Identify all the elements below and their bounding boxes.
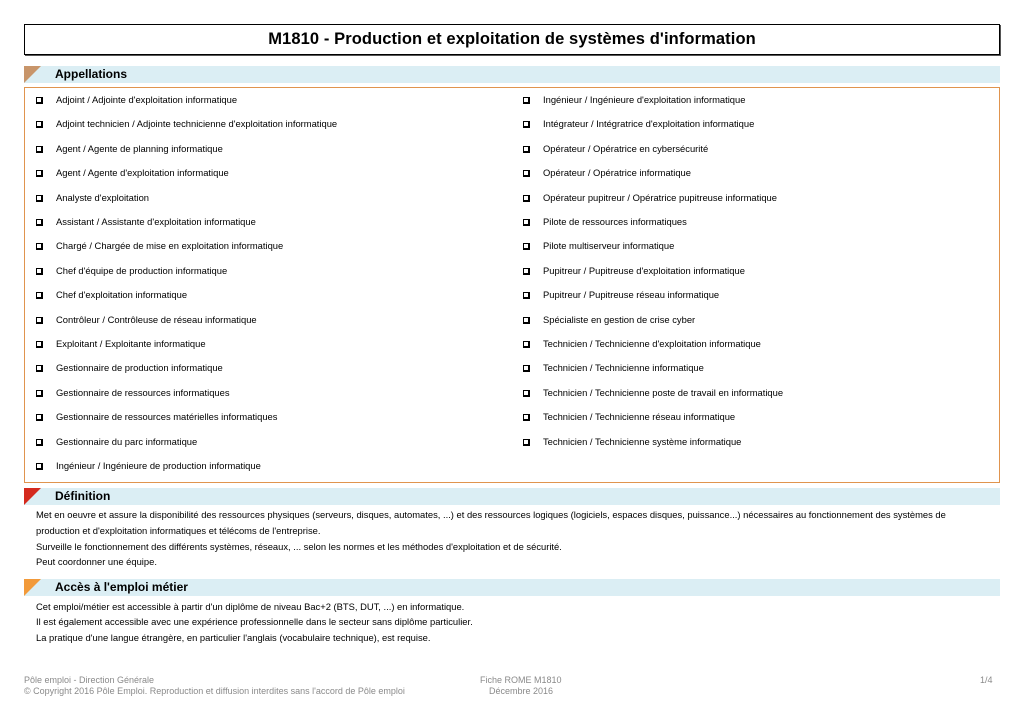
footer-org: Pôle emploi - Direction Générale: [24, 675, 155, 685]
appellations-marker-icon: [24, 66, 41, 83]
appellation-label: Chef d'exploitation informatique: [56, 289, 188, 301]
appellation-label: Intégrateur / Intégratrice d'exploitation informatique: [543, 118, 755, 130]
definition-header: [24, 488, 1000, 505]
checkbox-icon: [523, 390, 530, 397]
appellation-label: Gestionnaire de production informatique: [56, 362, 223, 374]
appellation-label: Contrôleur / Contrôleuse de réseau informatique: [56, 313, 257, 325]
appellation-label: Technicien / Technicienne informatique: [543, 362, 704, 374]
acces-heading: Accès à l'emploi métier: [55, 580, 188, 594]
appellation-label: Pilote de ressources informatiques: [543, 216, 687, 227]
checkbox-icon: [523, 414, 530, 421]
appellation-label: Opérateur / Opératrice en cybersécurité: [543, 142, 709, 154]
acces-marker-icon: [24, 579, 41, 596]
appellation-label: Pupitreur / Pupitreuse réseau informatique: [543, 289, 720, 301]
appellation-label: Technicien / Technicienne système informatique: [543, 435, 742, 447]
checkbox-icon: [523, 170, 530, 177]
footer-date: Décembre 2016: [489, 686, 554, 696]
footer-page: 1/4: [980, 675, 993, 685]
checkbox-icon: [36, 341, 43, 348]
checkbox-icon: [523, 439, 530, 446]
appellations-header: [24, 66, 1000, 83]
appellation-label: Assistant / Assistante d'exploitation informatique: [56, 216, 256, 227]
checkbox-icon: [523, 365, 530, 372]
appellations-heading: Appellations: [55, 67, 128, 81]
checkbox-icon: [36, 219, 43, 226]
appellation-label: Analyste d'exploitation: [56, 191, 149, 203]
acces-header: [24, 579, 1000, 596]
appellation-label: Adjoint technicien / Adjointe technicienne d'exploitation informatique: [56, 118, 338, 130]
checkbox-icon: [523, 317, 530, 324]
page-title: M1810 - Production et exploitation de systèmes d'information: [268, 30, 756, 48]
checkbox-icon: [36, 390, 43, 397]
definition-line: Met en oeuvre et assure la disponibilité des ressources physiques (serveurs, disques, automates, ...) et des ressources logiques (logiciels, espaces disques, puissance...) nécessaires au fonctionnement des systèmes de: [36, 509, 946, 520]
appellations-list: [24, 87, 1000, 483]
checkbox-icon: [36, 170, 43, 177]
appellation-label: Chef d'équipe de production informatique: [56, 264, 228, 276]
acces-line: Il est également accessible avec une expérience professionnelle dans le secteur sans diplôme particulier.: [36, 616, 473, 627]
definition-marker-icon: [24, 488, 41, 505]
definition-heading: Définition: [55, 489, 111, 503]
appellation-label: Ingénieur / Ingénieure d'exploitation informatique: [543, 94, 746, 105]
acces-line: Cet emploi/métier est accessible à partir d'un diplôme de niveau Bac+2 (BTS, DUT, ...) en informatique.: [36, 601, 465, 612]
checkbox-icon: [36, 439, 43, 446]
checkbox-icon: [36, 365, 43, 372]
checkbox-icon: [523, 121, 530, 128]
appellation-label: Technicien / Technicienne poste de travail en informatique: [543, 386, 784, 398]
checkbox-icon: [523, 219, 530, 226]
checkbox-icon: [523, 146, 530, 153]
appellation-label: Adjoint / Adjointe d'exploitation informatique: [56, 94, 238, 105]
appellation-label: Pilote multiserveur informatique: [543, 240, 675, 252]
checkbox-icon: [523, 268, 530, 275]
appellation-label: Technicien / Technicienne d'exploitation informatique: [543, 338, 761, 349]
appellation-label: Spécialiste en gestion de crise cyber: [543, 313, 696, 325]
checkbox-icon: [36, 195, 43, 202]
checkbox-icon: [36, 268, 43, 275]
checkbox-icon: [36, 121, 43, 128]
footer-copyright: © Copyright 2016 Pôle Emploi. Reproduction et diffusion interdites sans l'accord de Pôle emploi: [24, 686, 405, 696]
appellation-label: Gestionnaire de ressources informatiques: [56, 386, 230, 398]
checkbox-icon: [36, 146, 43, 153]
checkbox-icon: [523, 195, 530, 202]
checkbox-icon: [36, 97, 43, 104]
checkbox-icon: [523, 243, 530, 250]
appellation-label: Ingénieur / Ingénieure de production informatique: [56, 460, 261, 471]
appellation-label: Agent / Agente de planning informatique: [56, 142, 223, 154]
definition-line: Surveille le fonctionnement des différents systèmes, réseaux, ... selon les normes et les méthodes d'exploitation et de sécurité.: [36, 541, 562, 552]
appellation-label: Gestionnaire du parc informatique: [56, 435, 198, 447]
appellation-label: Pupitreur / Pupitreuse d'exploitation informatique: [543, 264, 745, 276]
appellation-label: Gestionnaire de ressources matérielles informatiques: [56, 411, 278, 423]
appellation-label: Agent / Agente d'exploitation informatique: [56, 167, 229, 179]
appellation-label: Opérateur pupitreur / Opératrice pupitreuse informatique: [543, 191, 777, 203]
definition-line: Peut coordonner une équipe.: [36, 556, 157, 567]
appellation-label: Opérateur / Opératrice informatique: [543, 167, 691, 179]
checkbox-icon: [523, 341, 530, 348]
page-title-box: [24, 24, 1000, 55]
footer-fiche: Fiche ROME M1810: [480, 675, 562, 685]
appellation-label: Technicien / Technicienne réseau informatique: [543, 411, 736, 423]
checkbox-icon: [36, 414, 43, 421]
checkbox-icon: [36, 463, 43, 470]
appellation-label: Chargé / Chargée de mise en exploitation informatique: [56, 240, 284, 252]
appellation-label: Exploitant / Exploitante informatique: [56, 338, 206, 349]
acces-line: La pratique d'une langue étrangère, en particulier l'anglais (vocabulaire technique), est requise.: [36, 632, 431, 643]
checkbox-icon: [523, 97, 530, 104]
checkbox-icon: [523, 292, 530, 299]
definition-line: production et d'exploitation informatiques et télécoms de l'entreprise.: [36, 525, 321, 536]
checkbox-icon: [36, 243, 43, 250]
checkbox-icon: [36, 292, 43, 299]
checkbox-icon: [36, 317, 43, 324]
